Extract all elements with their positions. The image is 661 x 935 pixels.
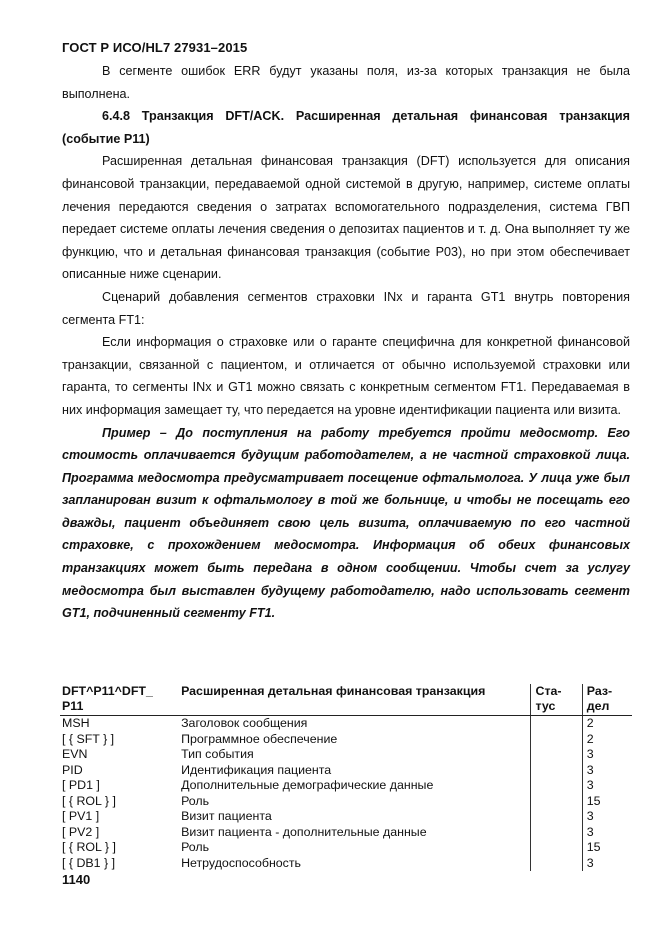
- column-header-status: Ста-тус: [530, 684, 582, 716]
- status-cell: [530, 747, 582, 763]
- section-cell: 3: [586, 824, 594, 839]
- section-cell: 2: [586, 716, 594, 730]
- table-row: [60, 809, 632, 825]
- table-row: [60, 778, 632, 794]
- section-cell: 3: [586, 809, 594, 823]
- document-header: ГОСТ Р ИСО/HL7 27931–2015: [62, 40, 248, 55]
- table-row: [60, 732, 632, 748]
- table-header-row: [60, 684, 632, 716]
- status-cell: [530, 794, 582, 810]
- status-cell: [530, 778, 582, 794]
- description-cell: Заголовок сообщения: [181, 716, 308, 730]
- description-cell: Тип события: [181, 747, 254, 761]
- description-cell: Дополнительные демографические данные: [181, 778, 434, 792]
- table-row: [60, 716, 632, 732]
- page-number: 1140: [62, 872, 91, 887]
- paragraph-err-note: В сегменте ошибок ERR будут указаны поля, из-за которых транзакция не была выполнена.: [62, 64, 630, 101]
- description-cell: Нетрудоспособность: [181, 855, 301, 870]
- section-cell: 2: [586, 731, 594, 746]
- segment-cell: [ PV1 ]: [62, 809, 100, 823]
- table-row: [60, 825, 632, 841]
- segment-cell: [ PD1 ]: [62, 778, 100, 792]
- paragraph-scenario: Сценарий добавления сегментов страховки INx и гаранта GT1 внутрь повторения сегмента FT1:: [62, 289, 630, 327]
- table-row: [60, 856, 632, 872]
- segment-cell: [ { ROL } ]: [62, 793, 116, 808]
- segment-cell: MSH: [62, 716, 90, 730]
- table-row: [60, 840, 632, 856]
- status-cell: [530, 809, 582, 825]
- section-cell: 3: [586, 778, 594, 792]
- section-heading: 6.4.8 Транзакция DFT/ACK. Расширенная детальная финансовая транзакция (событие P11): [62, 109, 630, 146]
- table-row: [60, 763, 632, 779]
- description-cell: Идентификация пациента: [181, 762, 332, 777]
- segment-cell: [ { DB1 } ]: [62, 855, 116, 870]
- section-cell: 3: [586, 762, 594, 777]
- description-cell: Визит пациента - дополнительные данные: [181, 824, 427, 839]
- segment-cell: EVN: [62, 747, 88, 761]
- description-cell: Роль: [181, 840, 210, 854]
- status-cell: [530, 856, 582, 872]
- paragraph-example: Пример – До поступления на работу требуется пройти медосмотр. Его стоимость оплачивается будущим работодателем, а не частной страховкой лица. Программа медосмотра предусматривает посещение офтальмолога. У лица уже был запланирован визит к офтальмологу в той же больнице, и чтобы не посещать его дважды, пациент объединяет свою цель визита, оплачиваемую по его частной страховке, с прохождением медосмотра. Информация об обеих финансовых транзакциях может быть передана в одном сообщении. Чтобы счет за услугу медосмотра был выставлен будущему работодателю, надо использовать сегмент GT1, подчиненный сегменту FT1.: [62, 425, 630, 621]
- column-header-section: Раз-дел: [582, 684, 632, 716]
- status-cell: [530, 840, 582, 856]
- table-row: [60, 747, 632, 763]
- section-cell: 3: [586, 747, 594, 761]
- segment-cell: [ PV2 ]: [62, 824, 100, 839]
- description-cell: Визит пациента: [181, 809, 272, 823]
- body-text: [62, 60, 630, 625]
- segment-cell: [ { ROL } ]: [62, 840, 116, 854]
- column-header-segment: DFT^P11^DFT_ P11: [60, 684, 177, 716]
- section-cell: 15: [586, 793, 601, 808]
- segment-cell: [ { SFT } ]: [62, 731, 115, 746]
- paragraph-insurance-info: Если информация о страховке или о гаранте специфична для конкретной финансовой транзакции, связанной с пациентом, и отличается от обычно используемой страховки или гаранта, то сегменты INx и GT1 можно связать с конкретным сегментом FT1. Передаваемая в них информация замещает ту, что передается на уровне идентификации пациента или визита.: [62, 335, 630, 417]
- column-header-description: Расширенная детальная финансовая транзакция: [177, 684, 530, 716]
- status-cell: [530, 732, 582, 748]
- description-cell: Роль: [181, 793, 210, 808]
- status-cell: [530, 825, 582, 841]
- status-cell: [530, 716, 582, 732]
- section-cell: 15: [586, 840, 601, 854]
- table-row: [60, 794, 632, 810]
- status-cell: [530, 763, 582, 779]
- section-cell: 3: [586, 855, 594, 870]
- description-cell: Программное обеспечение: [181, 731, 338, 746]
- message-structure-table: [60, 684, 632, 871]
- paragraph-dft-description: Расширенная детальная финансовая транзакция (DFT) используется для описания финансовой транзакции, передаваемой одной системой в другую, например, системе оплаты лечения передаются сведения о затратах вспомогательного подразделения, система ГВП передает системе оплаты лечения сведения о депозитах пациентов и т. д. Она выполняет ту же функцию, что и детальная финансовая транзакция (событие P03), но при этом обеспечивает описанные ниже сценарии.: [62, 154, 630, 282]
- segment-cell: PID: [62, 762, 83, 777]
